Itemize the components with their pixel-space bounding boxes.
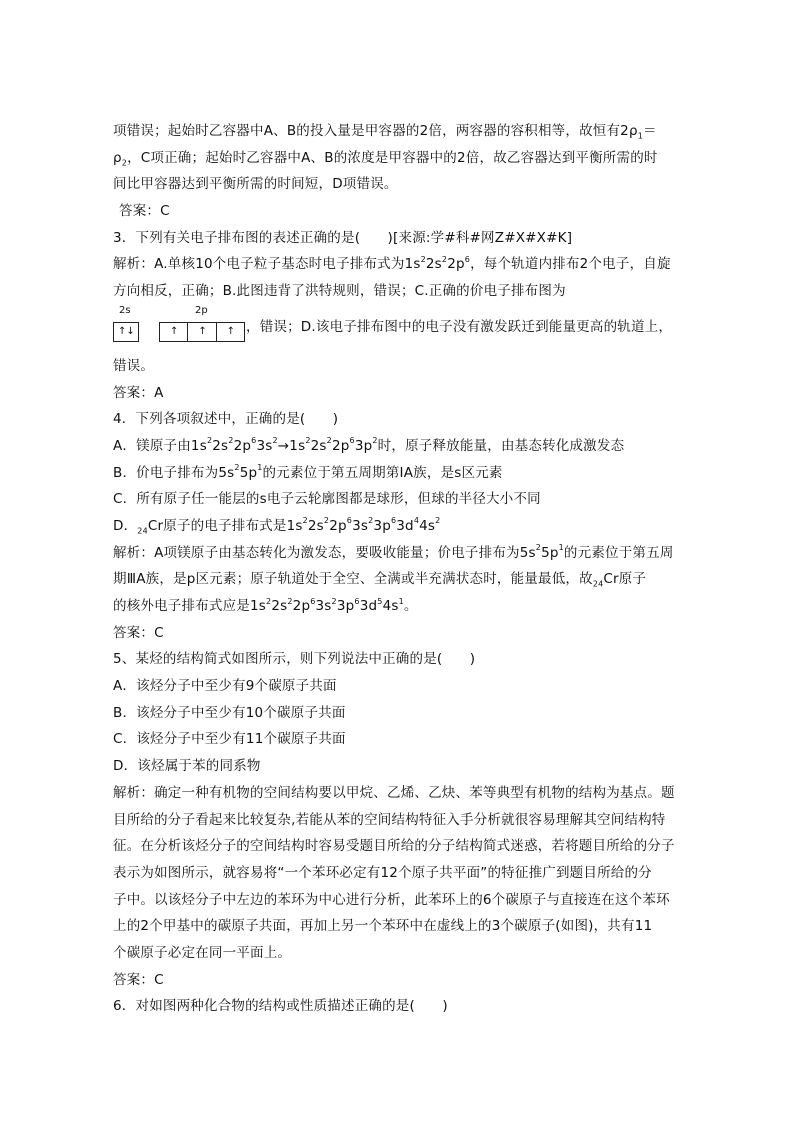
option-a: A．该烃分子中至少有9个碳原子共面: [113, 678, 337, 695]
analysis-line: 解析：A项镁原子由基态转化为激发态，要吸收能量；价电子排布为$5s^25p^1$的元素位于第五周: [113, 543, 674, 561]
answer-line: 答案：C: [119, 203, 170, 220]
option-d: D．$_{24}$Cr原子的电子排布式是$1s^22s^22p^63s^23p^63d^44s^2$: [113, 516, 441, 536]
analysis-line: 子中。以该烃分子中左边的苯环为中心进行分析，此苯环上的6个碳原子与直接连在这个苯环: [113, 891, 670, 908]
question-3: 3．下列有关电子排布图的表述正确的是( )[来源:学#科#网Z#X#X#K]: [113, 229, 573, 246]
analysis-line: 个碳原子必定在同一平面上。: [113, 944, 292, 961]
analysis-line: 的核外电子排布式应是$1s^22s^22p^63s^23p^63d^54s^1$。: [113, 596, 418, 614]
text-line: $\rho_2$，C项正确；起始时乙容器中A、B的浓度是甲容器中的2倍，故乙容器达到平衡所需的时: [113, 149, 658, 168]
text-line: 项错误；起始时乙容器中A、B的投入量是甲容器的2倍，两容器的容积相等，故恒有$2\rho_1=$: [113, 123, 657, 141]
analysis-line: 方向相反，正确；B.此图违背了洪特规则，错误；C.正确的价电子排布图为: [113, 283, 566, 300]
option-a: A．镁原子由$1s^22s^22p^63s^2\to 1s^22s^22p^63p^2$时，原子释放能量，由基态转化成激发态: [113, 436, 625, 454]
option-d: D．该烃属于苯的同系物: [113, 758, 261, 775]
analysis-line: 目所给的分子看起来比较复杂,若能从苯的空间结构特征入手分析就很容易理解其空间结构特: [113, 811, 666, 828]
analysis-line: 上的2个甲基中的碳原子共面，再加上另一个苯环中在虚线上的3个碳原子(如图)，共有11: [113, 918, 653, 935]
electron-up-icon: ↑: [170, 325, 179, 337]
analysis-line: 错误。: [113, 357, 155, 374]
orbital-box-2p: [159, 322, 245, 342]
question-5: 5、某烃的结构简式如图所示，则下列说法中正确的是( ): [113, 651, 476, 668]
analysis-line: 解析：确定一种有机物的空间结构要以甲烷、乙烯、乙炔、苯等典型有机物的结构为基点。题: [113, 784, 675, 801]
electron-up-icon: ↑: [226, 325, 236, 337]
text-line: 间比甲容器达到平衡所需的时间短，D项错误。: [113, 176, 398, 193]
analysis-line: 征。在分析该烃分子的空间结构时容易受题目所给的分子结构简式迷惑，若将题目所给的分子: [113, 838, 675, 855]
document-page: [113, 118, 683, 1020]
option-c: C．所有原子任一能层的s电子云轮廓图都是球形，但球的半径大小不同: [113, 491, 541, 508]
analysis-line: 解析：A.单核10个电子粒子基态时电子排布式为$1s^22s^22p^6$，每个轨道内排布2个电子，自旋: [113, 254, 671, 273]
electron-pair-icon: ↑↓: [118, 325, 135, 337]
electron-up-icon: ↑: [198, 325, 207, 337]
answer-line: 答案：C: [113, 971, 164, 988]
analysis-line: 期ⅢA族，是p区元素；原子轨道处于全空、全满或半充满状态时，能量最低，故$_{24}$Cr原子: [113, 571, 647, 589]
answer-line: 答案：C: [113, 624, 164, 641]
orbital-box-2s: [113, 322, 139, 342]
option-c: C．该烃分子中至少有11个碳原子共面: [113, 731, 346, 748]
orbital-label-2p: 2p: [195, 304, 208, 316]
orbital-diagram-row: [113, 305, 683, 353]
analysis-line: ，错误；D.该电子排布图中的电子没有激发跃迁到能量更高的轨道上，: [246, 318, 673, 335]
answer-line: 答案：A: [113, 384, 164, 401]
orbital-label-2s: 2s: [119, 304, 131, 316]
analysis-line: 表示为如图所示，就容易将“一个苯环必定有12个原子共平面”的特征推广到题目所给的分: [113, 864, 652, 881]
question-6: 6．对如图两种化合物的结构或性质描述正确的是( ): [113, 998, 448, 1015]
option-b: B．该烃分子中至少有10个碳原子共面: [113, 704, 346, 721]
question-4: 4．下列各项叙述中，正确的是( ): [113, 411, 339, 428]
option-b: B．价电子排布为$5s^25p^1$的元素位于第五周期第ⅠA族，是s区元素: [113, 463, 503, 481]
